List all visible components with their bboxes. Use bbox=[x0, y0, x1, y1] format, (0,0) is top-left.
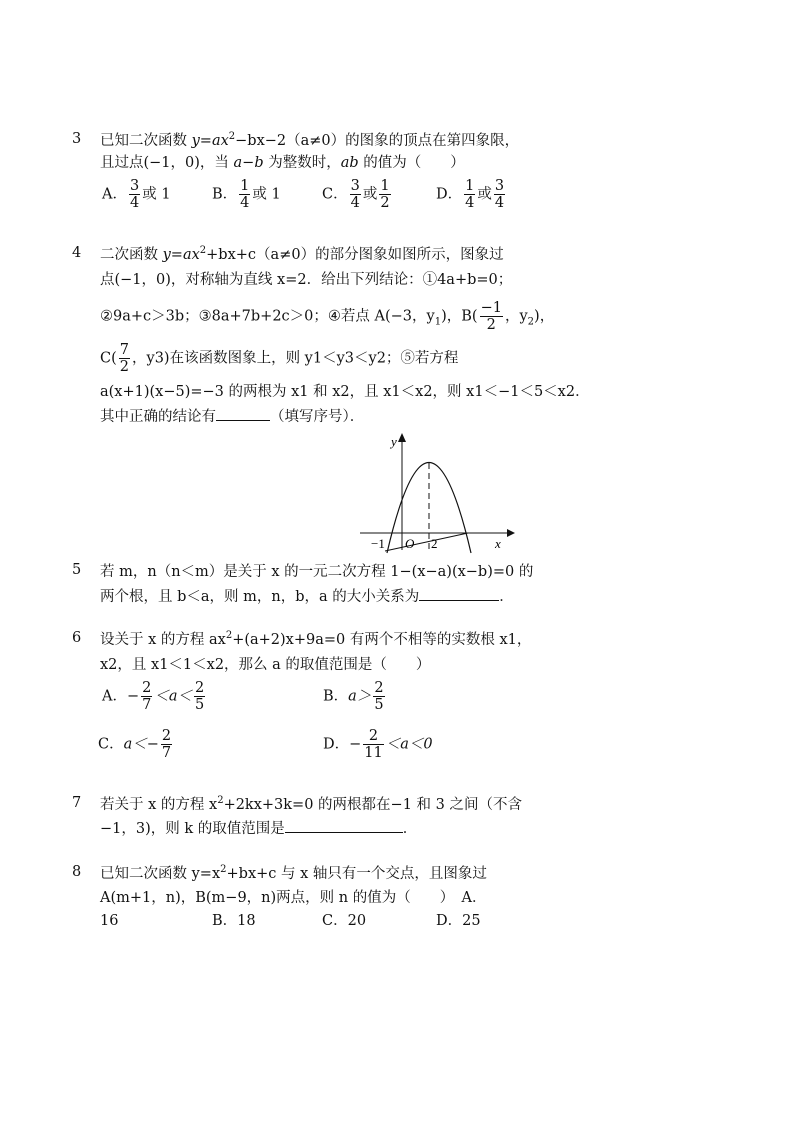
question-8-line-1: 已知二次函数 $y=x^2+bx+c$ 与 x 轴只有一个交点，且图象过 bbox=[100, 864, 487, 882]
q3-option-c[interactable] bbox=[322, 178, 393, 211]
q5-text: ． bbox=[499, 589, 514, 605]
q4-text: ，y3)在该函数图象上，则 y1＜y3＜y2；⑤若方程 bbox=[132, 350, 459, 367]
y-axis-arrow bbox=[398, 433, 406, 442]
tick-label-2: 2 bbox=[431, 536, 438, 551]
question-7-number: 7 bbox=[72, 795, 82, 811]
question-7-line-2 bbox=[100, 818, 417, 839]
answer-blank[interactable] bbox=[285, 818, 403, 833]
option-label: D． bbox=[436, 186, 463, 203]
q4-text: )， bbox=[534, 308, 555, 325]
option-label: B． bbox=[212, 186, 238, 203]
option-text: ＜a＜ bbox=[154, 688, 193, 705]
question-4-line-2: 点(−1，0)，对称轴为直线 x=2．给出下列结论：①4a+b=0； bbox=[100, 272, 513, 288]
option-label: D． bbox=[323, 736, 350, 753]
q4-fn: y=ax bbox=[162, 247, 200, 263]
question-4-line-3: ②9a+c＞3b；③8a+7b+2c＞0；④若点 A(−3，$y_1$)，B( $\frac{-1}{2}$ ，$y_2$)， bbox=[100, 300, 555, 333]
question-8-line-2: A(m+1，n)，B(m−9，n)两点，则 n 的值为（ ） A． bbox=[100, 890, 487, 906]
parabola-graph bbox=[355, 430, 525, 555]
option-text: 或 1 bbox=[252, 186, 281, 203]
q4-text: a≠0）的部分图象如图所示，图象过 bbox=[270, 247, 504, 263]
q4-text: C( bbox=[100, 350, 117, 367]
question-7-line-1: 若关于 x 的方程 $x^2+2kx+3k=0$ 的两根都在−1 和 3 之间（不含 bbox=[100, 795, 522, 813]
tick-label-neg1: −1 bbox=[371, 536, 385, 551]
option-text: − bbox=[349, 736, 362, 753]
q8-option-b[interactable]: B．18 bbox=[212, 913, 256, 929]
q6-option-d[interactable] bbox=[323, 728, 433, 761]
fraction: $\frac{2}{7}$ bbox=[161, 728, 172, 761]
option-text: 或 1 bbox=[142, 186, 171, 203]
q5-text: 两个根，且 b＜a，则 m，n，b，a 的大小关系为 bbox=[100, 589, 420, 605]
q6-option-c[interactable] bbox=[98, 728, 174, 761]
q8-text: +bx+c 与 x 轴只有一个交点，且图象过 bbox=[226, 866, 487, 882]
fraction: $\frac{3}{4}$ bbox=[494, 178, 505, 211]
q3-text: 为整数时， bbox=[263, 155, 341, 171]
option-text: − bbox=[126, 688, 140, 705]
q3-text: 已知二次函数 bbox=[100, 133, 192, 149]
y-axis-label: y bbox=[391, 434, 397, 449]
option-text: ＜a＜0 bbox=[385, 736, 433, 753]
straight-line bbox=[385, 533, 468, 551]
q7-text: ． bbox=[402, 821, 418, 837]
q3-text: −bx−2（ bbox=[235, 133, 301, 149]
question-5-number: 5 bbox=[72, 562, 82, 578]
question-6-number: 6 bbox=[72, 630, 82, 646]
q3-text: a≠0）的图象的顶点在第四象限， bbox=[300, 133, 520, 149]
q8-text: 已知二次函数 y=x bbox=[100, 866, 221, 882]
option-text: a＞ bbox=[348, 688, 372, 705]
question-3-line-1: 已知二次函数 $y=ax^2-bx-2(a\ne 0)$的图象的顶点在第四象限， bbox=[100, 131, 520, 149]
question-4-line-6 bbox=[100, 406, 364, 427]
q4-text: ②9a+c＞3b；③8a+7b+2c＞0；④若点 A(−3，y bbox=[100, 308, 435, 325]
q6-option-b[interactable] bbox=[323, 680, 387, 713]
option-label: C． bbox=[322, 186, 348, 203]
option-label: A． bbox=[102, 186, 127, 203]
q7-text: 若关于 x 的方程 x bbox=[100, 797, 218, 813]
fraction: $\frac{2}{7}$ bbox=[142, 680, 152, 713]
origin-label: O bbox=[405, 536, 415, 551]
question-5-line-2 bbox=[100, 586, 514, 607]
option-text: 或 bbox=[362, 186, 378, 203]
question-5-line-1: 若 m，n（n＜m）是关于 x 的一元二次方程 1−(x−a)(x−b)=0 的 bbox=[100, 564, 534, 580]
q4-text: ，y bbox=[504, 308, 528, 325]
answer-blank[interactable] bbox=[419, 586, 499, 601]
option-text: 或 bbox=[477, 186, 492, 203]
option-text: a＜− bbox=[123, 736, 159, 753]
question-3-line-2 bbox=[100, 153, 465, 173]
q8-option-a[interactable]: 16 bbox=[100, 913, 119, 929]
q3-text: ab bbox=[340, 155, 359, 171]
answer-blank[interactable] bbox=[216, 406, 270, 421]
q3-option-a[interactable] bbox=[102, 178, 171, 211]
question-6-line-2: x2，且 x1＜1＜x2，那么 a 的取值范围是（ ） bbox=[100, 657, 431, 673]
q3-text: 且过点(−1，0)，当 bbox=[100, 155, 234, 171]
q6-text: 设关于 x 的方程 ax bbox=[100, 632, 226, 648]
fraction: $\frac{1}{2}$ bbox=[380, 178, 390, 211]
question-4-line-5: a(x+1)(x−5)=−3 的两根为 x1 和 x2，且 x1＜x2，则 x1＜−1＜5＜x2． bbox=[100, 384, 590, 400]
q4-text: )，B( bbox=[441, 308, 478, 325]
fraction: $\frac{2}{5}$ bbox=[195, 680, 205, 713]
q8-option-d[interactable]: D．25 bbox=[436, 913, 481, 929]
q3-text: 的值为（ ） bbox=[358, 155, 465, 171]
q3-fn: y=ax bbox=[191, 133, 229, 149]
fraction: $\frac{3}{4}$ bbox=[350, 178, 360, 211]
fraction: $\frac{2}{5}$ bbox=[374, 680, 384, 713]
fraction: $\frac{1}{4}$ bbox=[240, 178, 250, 211]
q4-text: 二次函数 bbox=[100, 247, 163, 263]
q7-text: −1，3)，则 k 的取值范围是 bbox=[100, 821, 285, 837]
x-axis-label: x bbox=[495, 536, 501, 551]
q6-option-a[interactable] bbox=[102, 680, 207, 713]
fraction: $\frac{7}{2}$ bbox=[119, 342, 129, 375]
q4-text: （填写序号）． bbox=[270, 409, 365, 425]
question-3-number: 3 bbox=[72, 131, 82, 147]
option-label: C． bbox=[98, 736, 124, 753]
x-axis-arrow bbox=[507, 529, 515, 537]
fraction: $\frac{3}{4}$ bbox=[129, 178, 140, 211]
question-6-line-1: 设关于 x 的方程 $ax^2+(a+2)x+9a=0$ 有两个不相等的实数根 x1， bbox=[100, 630, 532, 648]
q3-option-d[interactable] bbox=[436, 178, 507, 211]
q4-text: 其中正确的结论有 bbox=[100, 409, 216, 425]
q3-text: a−b bbox=[233, 155, 264, 171]
q8-option-c[interactable]: C．20 bbox=[322, 913, 367, 929]
q6-text: +(a+2)x+9a=0 有两个不相等的实数根 x1， bbox=[232, 632, 532, 648]
fraction: $\frac{-1}{2}$ bbox=[480, 300, 502, 333]
option-label: A． bbox=[102, 688, 127, 705]
option-label: B． bbox=[323, 688, 349, 705]
question-8-number: 8 bbox=[72, 864, 82, 880]
question-4-number: 4 bbox=[72, 245, 82, 261]
q3-option-b[interactable] bbox=[212, 178, 281, 211]
question-4-line-4 bbox=[100, 342, 458, 375]
fraction: $\frac{1}{4}$ bbox=[465, 178, 475, 211]
q7-text: +2kx+3k=0 的两根都在−1 和 3 之间（不含 bbox=[223, 797, 522, 813]
fraction: $\frac{2}{11}$ bbox=[364, 728, 383, 761]
question-4-line-1: 二次函数 $y=ax^2+bx+c(a\ne 0)$的部分图象如图所示，图象过 bbox=[100, 245, 504, 263]
q4-text: +bx+c（ bbox=[206, 247, 271, 263]
